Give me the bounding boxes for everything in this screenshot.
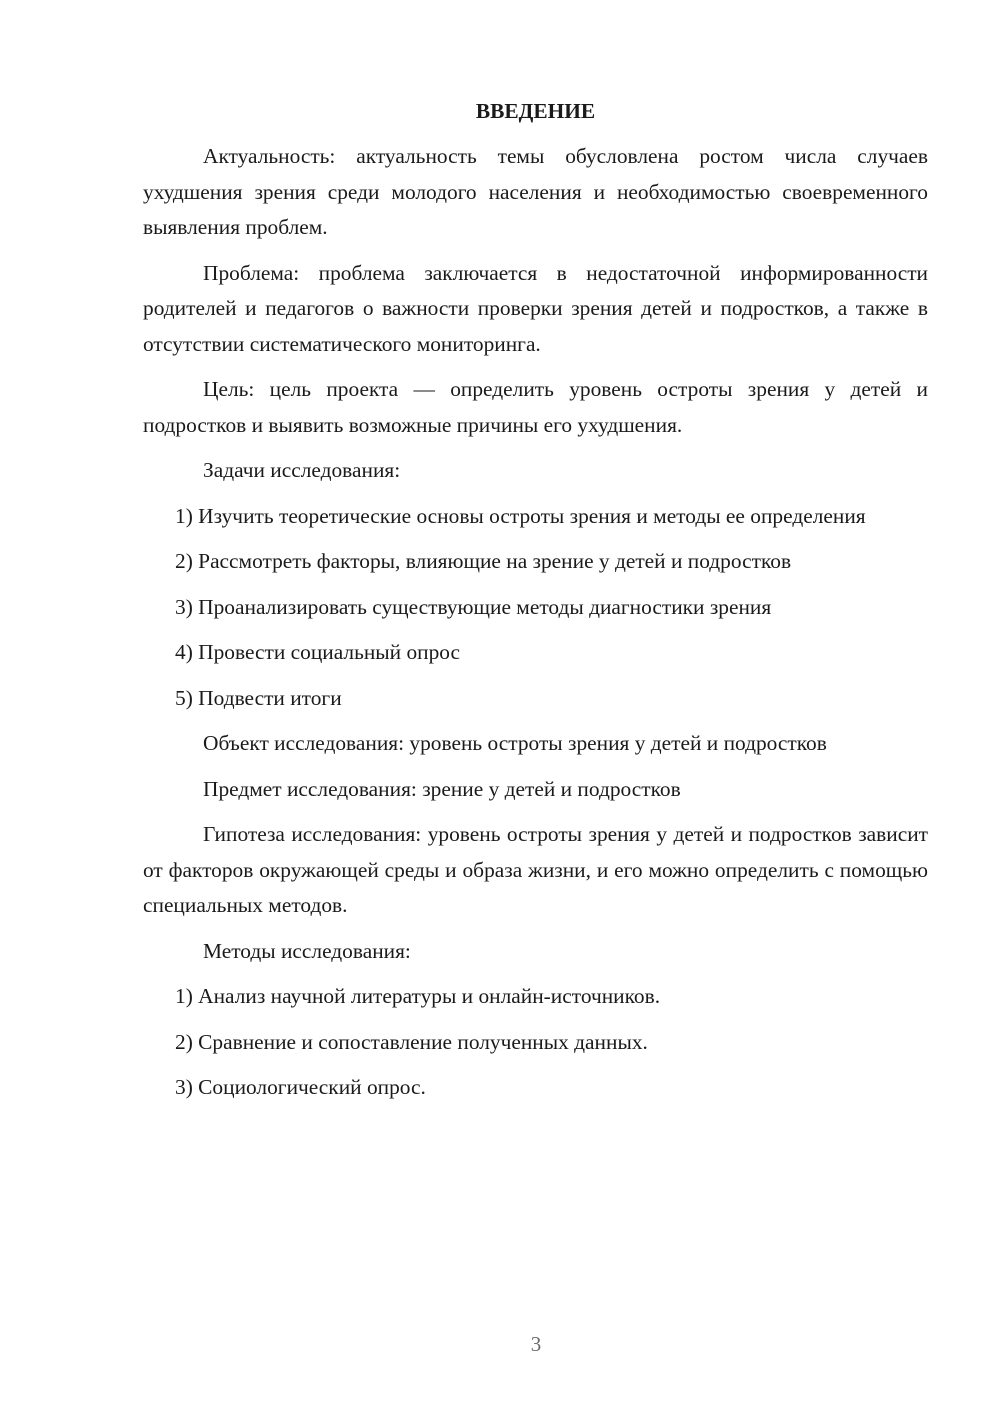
goal-paragraph: Цель: цель проекта — определить уровень остроты зрения у детей и подростков и выявить возможные причины его ухудшения. <box>143 377 928 437</box>
task-item: 3) Проанализировать существующие методы диагностики зрения <box>175 594 772 619</box>
subject-paragraph: Предмет исследования: зрение у детей и подростков <box>203 776 681 801</box>
task-item: 4) Провести социальный опрос <box>175 640 461 664</box>
problem-paragraph: Проблема: проблема заключается в недостаточной информированности родителей и педагогов о важности проверки зрения детей и подростков, а также в отсутствии систематического мониторинга. <box>143 260 928 356</box>
method-item: 1) Анализ научной литературы и онлайн-источников. <box>175 984 661 1008</box>
tasks-title: Задачи исследования: <box>203 458 401 482</box>
method-item: 2) Сравнение и сопоставление полученных данных. <box>175 1029 648 1054</box>
methods-title: Методы исследования: <box>203 938 411 963</box>
hypothesis-paragraph: Гипотеза исследования: уровень остроты зрения у детей и подростков зависит от факторов окружающей среды и образа жизни, и его можно определить с помощью специальных методов. <box>143 822 928 917</box>
method-item: 3) Социологический опрос. <box>175 1075 426 1099</box>
task-item: 2) Рассмотреть факторы, влияющие на зрение у детей и подростков <box>175 549 792 573</box>
task-item: 1) Изучить теоретические основы остроты зрения и методы ее определения <box>175 503 866 528</box>
object-paragraph: Объект исследования: уровень остроты зрения у детей и подростков <box>203 731 827 755</box>
page-content <box>143 94 928 1116</box>
page-number: 3 <box>530 1332 542 1356</box>
section-heading: ВВЕДЕНИЕ <box>475 99 596 123</box>
relevance-paragraph: Актуальность: актуальность темы обусловлена ростом числа случаев ухудшения зрения среди молодого населения и необходимостью своевременного выявления проблем. <box>143 144 928 239</box>
task-item: 5) Подвести итоги <box>175 685 342 710</box>
